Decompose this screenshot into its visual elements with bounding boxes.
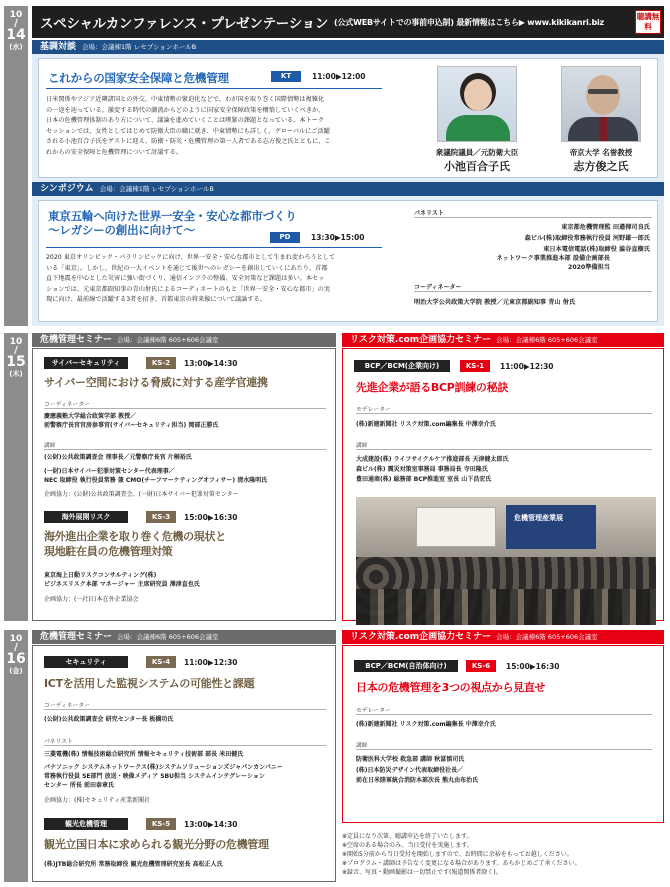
- ks4-coord-label: コーディネーター: [44, 703, 90, 709]
- keynote-bar: 基調対談 会場：会議棟1階 レセプションホールB: [32, 40, 664, 54]
- ks4-code: KS-4: [146, 656, 176, 668]
- ks1-line: 大成建設(株) ライフサイクルケア推進部長 天津健太郎氏: [356, 456, 509, 463]
- panelist-row: 東京都危機管理監 田邉揮司良氏: [561, 224, 650, 231]
- coordinator-label: コーディネーター: [414, 284, 462, 291]
- ks5-tag: 観光危機管理: [44, 818, 128, 830]
- ks4-divider: [44, 745, 326, 746]
- ks6-divider: [356, 714, 652, 715]
- panelist-row: 森ビル(株)取締役常務執行役員 河野雄一郎氏: [524, 235, 650, 242]
- keynote-divider: [46, 88, 382, 89]
- ks4-time: 11:00▶12:30: [184, 658, 238, 667]
- ks5-title: 観光立国日本に求められる観光分野の危機管理: [44, 838, 269, 851]
- ks2-line: NEC 取締役 執行役員常務 兼 CMO(チーフマーケティングオフィサー) 清水隆明氏: [44, 477, 268, 484]
- date-oct14: 10 / 14 (水): [4, 6, 28, 326]
- keynote-body: 日米関係やアジア近隣諸国との外交、中東情勢の緊迫化などで、わが国を取り巻く国際情勢は複雑化 の一途を辿っている。激変する時代の潮流からどのように国家安全保障政策を構築していくべきか、 日本の危機管理体制のあり方について、議論を進めていくことは喫緊の課題となっている。本トーク セッションでは、女性としてはじめて防衛大臣の職に就き、中東情勢にも詳しく、グローバルにご活躍 される小池百合子氏をゲストに迎え、防衛・防災・危機管理の第一人者である志方俊之氏とともに、こ れからの安全保障と危機管理について討議する。: [46, 96, 331, 156]
- day15-left-head: 危機管理セミナー 会場：会議棟6階 605+606会議室: [32, 333, 336, 347]
- koike-photo: [437, 66, 517, 142]
- photo-banner: 危機管理産業展: [514, 514, 563, 522]
- keynote-code: KT: [271, 71, 301, 82]
- ks2-line: (公財)公共政策調査会 理事長／元警察庁長官 片桐裕氏: [44, 454, 192, 461]
- koike-affiliation: 衆議院議員／元防衛大臣: [435, 148, 519, 157]
- ks2-sponsor: 企画協力：(公財)公共政策調査会、(一財)日本サイバー犯罪対策センター: [44, 491, 239, 498]
- ks5-time: 13:00▶14:30: [184, 820, 238, 829]
- shikata-photo: [561, 66, 641, 142]
- ks4-tag: セキュリティ: [44, 656, 128, 668]
- symposium-divider: [46, 247, 382, 248]
- panelist-row: 東日本電信電話(株)取締役 澁谷直樹氏: [543, 246, 650, 253]
- ks2-line: (一財)日本サイバー犯罪対策センター代表理事／: [44, 468, 175, 475]
- panelist-label: パネリスト: [414, 210, 444, 217]
- ks4-line: センター 所長 前田泰章氏: [44, 782, 114, 789]
- ks2-coord-label: コーディネーター: [44, 402, 90, 408]
- ks2-divider: [44, 408, 326, 409]
- ks4-line: パナソニック システムネットワークス(株)システムソリューションズジャパンカンパニー: [44, 764, 283, 771]
- ks1-time: 11:00▶12:30: [500, 362, 554, 371]
- ks6-time: 15:00▶16:30: [506, 662, 560, 671]
- day16-right-head: リスク対策.com企画協力セミナー 会場：会議棟6階 605+606会議室: [342, 630, 664, 644]
- ks1-line: 森ビル(株) 震災対策室事務局 事務局長 寺田隆氏: [356, 466, 488, 473]
- date-oct16: 10 / 16 (金): [4, 630, 28, 882]
- header-title: スペシャルカンファレンス・プレゼンテーション: [40, 16, 329, 32]
- free-badge: 聴講無料: [635, 10, 661, 34]
- shikata-name: 志方俊之氏: [573, 160, 629, 173]
- ks2-title: サイバー空間における脅威に対する産学官連携: [44, 376, 268, 389]
- ks1-mod-label: モデレーター: [356, 407, 391, 413]
- keynote-time: 11:00▶12:00: [312, 72, 366, 81]
- ks4-coord: (公財)公共政策調査会 研究センター長 板橋功氏: [44, 716, 174, 723]
- header-bar: [32, 6, 664, 38]
- ks4-divider: [44, 709, 326, 710]
- ks4-line: 常務執行役員 SE部門 放送・映像メディア SBU担当 システムインテグレーション: [44, 773, 265, 780]
- symposium-code: PD: [270, 232, 300, 243]
- date-oct15: 10 / 15 (木): [4, 333, 28, 621]
- symposium-title-1: 東京五輪へ向けた世界一安全・安心な都市づくり: [48, 209, 297, 223]
- symposium-time: 13:30▶15:00: [311, 233, 365, 242]
- panelist-divider: [414, 217, 652, 218]
- ks6-panel-label: 講師: [356, 743, 368, 749]
- ks5-code: KS-5: [146, 818, 176, 830]
- day16-left-head: 危機管理セミナー 会場：会議棟6階 605+606会議室: [32, 630, 336, 644]
- ks4-panel-label: パネリスト: [44, 739, 73, 745]
- ks6-code: KS-6: [466, 660, 496, 672]
- ks6-mod: (株)新建新聞社 リスク対策.com編集長 中澤幸介氏: [356, 721, 496, 728]
- symposium-title-2: 〜レガシーの創出に向けて〜: [48, 223, 195, 237]
- ks2-coord-line-1: 慶應義塾大学総合政策学部 教授／: [44, 413, 137, 420]
- ks4-sponsor: 企画協力：(株)セキュリティ産業新聞社: [44, 797, 151, 804]
- ks2-coord-line-2: 前警察庁長官官房参事官(サイバーセキュリティ担当) 岡部正勝氏: [44, 422, 219, 429]
- ks4-title: ICTを活用した監視システムの可能性と課題: [44, 677, 255, 690]
- ks6-line: 防衛医科大学校 救急部 講師 秋冨慎司氏: [356, 756, 465, 763]
- ks1-panel-label: 講師: [356, 443, 368, 449]
- ks2-tag: サイバーセキュリティ: [44, 357, 128, 369]
- ks5-line: (株)JTB総合研究所 常務取締役 観光危機管理研究室長 高松正人氏: [44, 861, 223, 868]
- notes: ※定員になり次第、聴講申込を終了いたします。 ※空席のある場合のみ、当日受付を実施します。 ※開始5分前から当日受付を開始しますので、お時間に余裕をもってお越しください。 ※プログラム・講師は予告なく変更になる場合があります。あらかじめご了承ください。 ※録音、写真・動画撮影は一切禁止です(報道関係者除く)。: [342, 833, 581, 876]
- ks2-code: KS-2: [146, 357, 176, 369]
- symposium-body: 2020 東京オリンピック・パラリンピックに向け、世界一安全・安心な都市として生まれ変わろうとして いる「東京」。しかし、世紀の一大イベントを通じて後世へのレガシーを創出していくにあたり、首都 直下地震を中心とした災害に強い街づくり、通信インフラの整備、安全対策など課題は多い。本セッ ションでは、元東京都副知事の青山佾氏によるコーディネートのもと「世界一安全・安心な都市」の実 現に向け、最前線で活躍する3者を招き、首都東京の将来像について議論する。: [46, 254, 336, 304]
- day15-right-head: リスク対策.com企画協力セミナー 会場：会議棟6階 605+606会議室: [342, 333, 664, 347]
- header-subtitle[interactable]: (公式WEBサイトでの事前申込制) 最新情報はこちら▶ www.kikikanri.biz: [334, 17, 604, 27]
- ks3-tag: 海外展開リスク: [44, 511, 128, 523]
- ks1-divider: [356, 413, 652, 414]
- shikata-affiliation: 帝京大学 名誉教授: [569, 148, 633, 157]
- ks3-title-1: 海外進出企業を取り巻く危機の現状と: [44, 530, 226, 543]
- symposium-bar: シンポジウム 会場：会議棟1階 レセプションホールB: [32, 182, 664, 196]
- ks1-line: 豊田通商(株) 総務部 BCP推進室 室長 山下昌宏氏: [356, 476, 492, 483]
- ks1-tag: BCP／BCM(企業向け): [354, 360, 450, 372]
- ks1-title: 先進企業が語るBCP訓練の秘訣: [356, 381, 509, 394]
- ks4-line: 三菱電機(株) 情報技術総合研究所 情報セキュリティ技術部 部長 米田健氏: [44, 751, 244, 758]
- ks6-line: (株)日本防災デザイン代表取締役社長／: [356, 767, 464, 774]
- coordinator-divider: [414, 291, 652, 292]
- ks3-sponsor: 企画協力：(一社)日本在外企業協会: [44, 596, 139, 603]
- ks3-line: ビジネスリスク本部 マネージャー 主席研究員 澤津直也氏: [44, 581, 200, 588]
- coordinator-name: 明治大学公共政策大学院 教授／元東京都副知事 青山 佾氏: [414, 299, 576, 306]
- keynote-title: これからの国家安全保障と危機管理: [48, 71, 229, 85]
- panelist-row: 2020準備担当: [568, 264, 610, 271]
- ks1-mod: (株)新建新聞社 リスク対策.com編集長 中澤幸介氏: [356, 421, 496, 428]
- ks6-tag: BCP／BCM(自治体向け): [354, 660, 458, 672]
- ks6-mod-label: モデレーター: [356, 708, 391, 714]
- koike-name: 小池百合子氏: [444, 160, 510, 173]
- ks2-panel-label: 講師: [44, 443, 56, 449]
- ks3-title-2: 現地駐在員の危機管理対策: [44, 545, 173, 558]
- ks6-title: 日本の危機管理を3つの視点から見直せ: [356, 681, 546, 694]
- conference-photo: [356, 497, 656, 625]
- ks3-code: KS-3: [146, 511, 176, 523]
- ks6-divider: [356, 749, 652, 750]
- ks2-divider: [44, 449, 326, 450]
- ks2-time: 13:00▶14:30: [184, 359, 238, 368]
- ks3-line: 東京海上日動リスクコンサルティング(株): [44, 572, 157, 579]
- ks1-divider: [356, 449, 652, 450]
- ks1-code: KS-1: [460, 360, 490, 372]
- ks6-line: 前在日米陸軍統合消防本部次長 熊丸由布治氏: [356, 777, 479, 784]
- ks3-time: 15:00▶16:30: [184, 513, 238, 522]
- panelist-row: ネットワーク事業推進本部 設備企画部長: [496, 255, 610, 262]
